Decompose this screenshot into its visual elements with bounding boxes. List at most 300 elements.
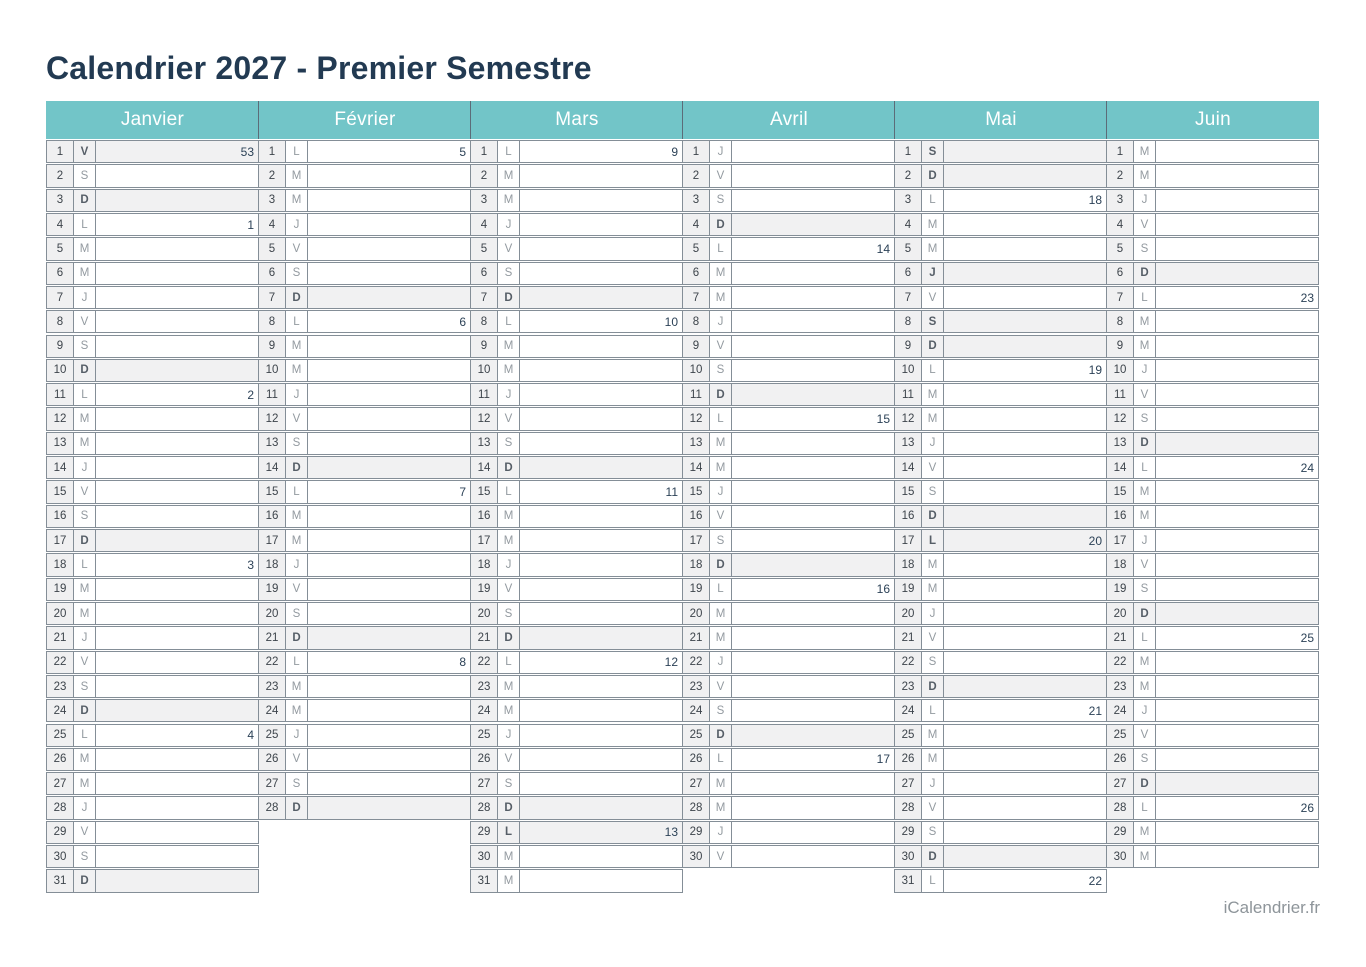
day-row bbox=[894, 262, 1107, 285]
day-letter-cell: M bbox=[922, 725, 944, 746]
day-note-cell bbox=[520, 870, 682, 891]
day-note-cell bbox=[308, 433, 470, 454]
day-note-cell bbox=[732, 822, 894, 843]
day-note-cell bbox=[520, 457, 682, 478]
day-letter-cell: V bbox=[922, 287, 944, 308]
month-header: Avril bbox=[682, 101, 895, 139]
day-number-cell: 8 bbox=[471, 311, 498, 332]
day-number-cell: 11 bbox=[47, 384, 74, 405]
day-row bbox=[1106, 748, 1319, 771]
day-row bbox=[682, 529, 895, 552]
day-number-cell: 28 bbox=[47, 797, 74, 818]
day-letter-cell: L bbox=[498, 481, 520, 502]
month-column-février bbox=[258, 101, 471, 821]
day-letter-cell: D bbox=[286, 797, 308, 818]
day-letter-cell: M bbox=[74, 773, 96, 794]
day-letter-cell: S bbox=[498, 773, 520, 794]
day-number-cell: 7 bbox=[259, 287, 286, 308]
day-number-cell: 5 bbox=[471, 238, 498, 259]
day-row bbox=[258, 796, 471, 819]
day-row bbox=[682, 237, 895, 260]
day-number-cell: 9 bbox=[1107, 336, 1134, 357]
day-letter-cell: M bbox=[286, 336, 308, 357]
day-number-cell: 14 bbox=[47, 457, 74, 478]
day-letter-cell: L bbox=[286, 481, 308, 502]
day-row bbox=[894, 213, 1107, 236]
day-number-cell: 10 bbox=[1107, 360, 1134, 381]
day-row bbox=[46, 213, 259, 236]
day-letter-cell: V bbox=[710, 846, 732, 867]
day-row bbox=[46, 529, 259, 552]
day-row bbox=[470, 578, 683, 601]
day-note-cell bbox=[308, 700, 470, 721]
day-row bbox=[46, 699, 259, 722]
day-letter-cell: M bbox=[710, 627, 732, 648]
day-number-cell: 30 bbox=[683, 846, 710, 867]
day-row bbox=[682, 262, 895, 285]
month-column-janvier bbox=[46, 101, 259, 894]
day-number-cell: 9 bbox=[47, 336, 74, 357]
day-row bbox=[894, 748, 1107, 771]
day-row bbox=[470, 869, 683, 892]
day-note-cell bbox=[944, 725, 1106, 746]
day-letter-cell: S bbox=[1134, 749, 1156, 770]
day-note-cell bbox=[520, 506, 682, 527]
day-letter-cell: M bbox=[498, 530, 520, 551]
day-number-cell: 16 bbox=[895, 506, 922, 527]
day-row bbox=[470, 237, 683, 260]
day-letter-cell: M bbox=[710, 263, 732, 284]
day-number-cell: 18 bbox=[47, 554, 74, 575]
month-header: Mai bbox=[894, 101, 1107, 139]
day-row bbox=[470, 651, 683, 674]
day-note-cell bbox=[308, 384, 470, 405]
month-header: Janvier bbox=[46, 101, 259, 139]
day-number-cell: 5 bbox=[683, 238, 710, 259]
day-row bbox=[682, 383, 895, 406]
day-row bbox=[682, 772, 895, 795]
day-note-cell bbox=[944, 457, 1106, 478]
day-number-cell: 21 bbox=[259, 627, 286, 648]
day-row bbox=[682, 140, 895, 163]
day-note-cell bbox=[308, 263, 470, 284]
day-number-cell: 6 bbox=[895, 263, 922, 284]
day-letter-cell: J bbox=[286, 725, 308, 746]
day-row bbox=[470, 286, 683, 309]
day-row bbox=[682, 189, 895, 212]
day-row bbox=[470, 505, 683, 528]
day-row bbox=[258, 140, 471, 163]
day-number-cell: 27 bbox=[471, 773, 498, 794]
day-row bbox=[46, 821, 259, 844]
day-note-cell bbox=[732, 481, 894, 502]
day-row bbox=[258, 480, 471, 503]
day-number-cell: 25 bbox=[259, 725, 286, 746]
day-letter-cell: M bbox=[710, 433, 732, 454]
day-letter-cell: D bbox=[498, 627, 520, 648]
day-number-cell: 10 bbox=[259, 360, 286, 381]
day-row bbox=[682, 845, 895, 868]
day-letter-cell: V bbox=[498, 408, 520, 429]
footer-brand: iCalendrier.fr bbox=[1223, 898, 1320, 917]
day-row bbox=[46, 748, 259, 771]
day-letter-cell: L bbox=[74, 554, 96, 575]
day-letter-cell: M bbox=[286, 506, 308, 527]
day-number-cell: 22 bbox=[259, 652, 286, 673]
day-number-cell: 28 bbox=[895, 797, 922, 818]
day-note-cell bbox=[732, 457, 894, 478]
day-letter-cell: S bbox=[922, 141, 944, 162]
day-letter-cell: L bbox=[286, 311, 308, 332]
day-number-cell: 9 bbox=[683, 336, 710, 357]
day-number-cell: 15 bbox=[47, 481, 74, 502]
week-number: 13 bbox=[664, 825, 678, 840]
day-row bbox=[258, 651, 471, 674]
day-number-cell: 27 bbox=[259, 773, 286, 794]
day-row bbox=[894, 821, 1107, 844]
day-row bbox=[894, 335, 1107, 358]
day-note-cell bbox=[520, 530, 682, 551]
day-number-cell: 1 bbox=[1107, 141, 1134, 162]
day-row bbox=[682, 724, 895, 747]
day-letter-cell: M bbox=[286, 190, 308, 211]
day-letter-cell: J bbox=[1134, 700, 1156, 721]
day-number-cell: 29 bbox=[47, 822, 74, 843]
day-row bbox=[46, 796, 259, 819]
day-row bbox=[470, 189, 683, 212]
day-letter-cell: S bbox=[286, 433, 308, 454]
week-number: 24 bbox=[1300, 460, 1314, 475]
day-number-cell: 8 bbox=[47, 311, 74, 332]
day-row bbox=[258, 724, 471, 747]
day-letter-cell: V bbox=[1134, 384, 1156, 405]
day-letter-cell: M bbox=[286, 165, 308, 186]
month-header: Juin bbox=[1106, 101, 1319, 139]
day-note-cell bbox=[1156, 773, 1318, 794]
day-note-cell bbox=[96, 360, 258, 381]
day-letter-cell: L bbox=[1134, 627, 1156, 648]
day-number-cell: 3 bbox=[683, 190, 710, 211]
day-number-cell: 4 bbox=[47, 214, 74, 235]
day-row bbox=[1106, 407, 1319, 430]
day-letter-cell: M bbox=[74, 263, 96, 284]
day-row bbox=[1106, 796, 1319, 819]
day-letter-cell: D bbox=[74, 360, 96, 381]
day-note-cell bbox=[96, 481, 258, 502]
day-letter-cell: D bbox=[710, 214, 732, 235]
week-number: 8 bbox=[459, 655, 466, 670]
day-letter-cell: J bbox=[498, 554, 520, 575]
day-note-cell bbox=[308, 408, 470, 429]
day-letter-cell: M bbox=[1134, 676, 1156, 697]
day-note-cell bbox=[520, 360, 682, 381]
day-letter-cell: M bbox=[286, 530, 308, 551]
day-letter-cell: J bbox=[498, 725, 520, 746]
day-row bbox=[470, 262, 683, 285]
day-number-cell: 14 bbox=[683, 457, 710, 478]
day-note-cell bbox=[732, 652, 894, 673]
day-number-cell: 9 bbox=[259, 336, 286, 357]
day-row bbox=[46, 578, 259, 601]
day-note-cell bbox=[732, 287, 894, 308]
day-number-cell: 11 bbox=[471, 384, 498, 405]
day-letter-cell: D bbox=[922, 676, 944, 697]
day-row bbox=[470, 845, 683, 868]
day-number-cell: 1 bbox=[683, 141, 710, 162]
day-number-cell: 30 bbox=[47, 846, 74, 867]
day-number-cell: 26 bbox=[471, 749, 498, 770]
day-note-cell bbox=[520, 797, 682, 818]
month-column-mars bbox=[470, 101, 683, 894]
day-number-cell: 11 bbox=[895, 384, 922, 405]
day-letter-cell: S bbox=[710, 530, 732, 551]
day-note-cell bbox=[944, 384, 1106, 405]
day-number-cell: 17 bbox=[895, 530, 922, 551]
day-letter-cell: J bbox=[286, 384, 308, 405]
day-note-cell bbox=[96, 238, 258, 259]
day-note-cell bbox=[1156, 263, 1318, 284]
day-note-cell bbox=[96, 676, 258, 697]
day-number-cell: 23 bbox=[683, 676, 710, 697]
day-letter-cell: M bbox=[74, 433, 96, 454]
day-number-cell: 3 bbox=[895, 190, 922, 211]
day-letter-cell: M bbox=[922, 749, 944, 770]
day-row bbox=[894, 164, 1107, 187]
day-row bbox=[470, 164, 683, 187]
day-row bbox=[894, 699, 1107, 722]
day-number-cell: 20 bbox=[683, 603, 710, 624]
day-letter-cell: L bbox=[498, 141, 520, 162]
day-number-cell: 6 bbox=[259, 263, 286, 284]
day-row bbox=[46, 262, 259, 285]
day-letter-cell: V bbox=[710, 676, 732, 697]
day-number-cell: 19 bbox=[1107, 579, 1134, 600]
day-row bbox=[470, 602, 683, 625]
day-row bbox=[1106, 480, 1319, 503]
day-letter-cell: M bbox=[1134, 846, 1156, 867]
day-row bbox=[1106, 262, 1319, 285]
day-number-cell: 12 bbox=[895, 408, 922, 429]
day-number-cell: 7 bbox=[895, 287, 922, 308]
day-row bbox=[470, 699, 683, 722]
day-letter-cell: M bbox=[498, 165, 520, 186]
day-number-cell: 12 bbox=[471, 408, 498, 429]
day-letter-cell: S bbox=[74, 846, 96, 867]
day-letter-cell: M bbox=[922, 579, 944, 600]
day-note-cell bbox=[1156, 408, 1318, 429]
day-note-cell bbox=[96, 311, 258, 332]
day-row bbox=[1106, 310, 1319, 333]
day-note-cell bbox=[308, 506, 470, 527]
day-note-cell bbox=[1156, 238, 1318, 259]
day-note-cell bbox=[520, 433, 682, 454]
day-letter-cell: L bbox=[286, 141, 308, 162]
day-row bbox=[46, 602, 259, 625]
week-number: 2 bbox=[247, 387, 254, 402]
day-letter-cell: D bbox=[74, 870, 96, 891]
day-letter-cell: D bbox=[498, 457, 520, 478]
day-note-cell bbox=[944, 408, 1106, 429]
day-number-cell: 26 bbox=[1107, 749, 1134, 770]
day-note-cell bbox=[520, 336, 682, 357]
day-letter-cell: M bbox=[1134, 822, 1156, 843]
day-row bbox=[682, 164, 895, 187]
day-letter-cell: J bbox=[922, 773, 944, 794]
day-note-cell bbox=[732, 603, 894, 624]
day-number-cell: 24 bbox=[259, 700, 286, 721]
day-row bbox=[682, 553, 895, 576]
day-number-cell: 29 bbox=[1107, 822, 1134, 843]
day-number-cell: 16 bbox=[683, 506, 710, 527]
day-number-cell: 20 bbox=[1107, 603, 1134, 624]
day-number-cell: 12 bbox=[47, 408, 74, 429]
day-note-cell bbox=[308, 749, 470, 770]
day-row bbox=[682, 407, 895, 430]
day-note-cell bbox=[96, 530, 258, 551]
day-number-cell: 13 bbox=[895, 433, 922, 454]
day-note-cell bbox=[1156, 384, 1318, 405]
day-note-cell bbox=[520, 773, 682, 794]
day-row bbox=[470, 383, 683, 406]
day-row bbox=[46, 237, 259, 260]
day-number-cell: 21 bbox=[47, 627, 74, 648]
day-number-cell: 14 bbox=[895, 457, 922, 478]
day-note-cell bbox=[96, 457, 258, 478]
day-row bbox=[1106, 821, 1319, 844]
day-number-cell: 23 bbox=[895, 676, 922, 697]
day-letter-cell: L bbox=[922, 530, 944, 551]
day-number-cell: 24 bbox=[1107, 700, 1134, 721]
day-letter-cell: J bbox=[74, 797, 96, 818]
day-number-cell: 2 bbox=[471, 165, 498, 186]
day-note-cell bbox=[520, 725, 682, 746]
day-note-cell bbox=[944, 263, 1106, 284]
day-number-cell: 25 bbox=[895, 725, 922, 746]
day-number-cell: 18 bbox=[683, 554, 710, 575]
day-note-cell bbox=[944, 603, 1106, 624]
day-letter-cell: M bbox=[922, 408, 944, 429]
day-row bbox=[894, 456, 1107, 479]
day-letter-cell: M bbox=[1134, 165, 1156, 186]
day-letter-cell: D bbox=[710, 554, 732, 575]
day-number-cell: 30 bbox=[1107, 846, 1134, 867]
day-row bbox=[682, 310, 895, 333]
week-number: 53 bbox=[240, 144, 254, 159]
day-letter-cell: D bbox=[74, 700, 96, 721]
day-note-cell bbox=[944, 579, 1106, 600]
day-number-cell: 8 bbox=[683, 311, 710, 332]
day-note-cell bbox=[96, 846, 258, 867]
day-number-cell: 15 bbox=[471, 481, 498, 502]
day-row bbox=[894, 772, 1107, 795]
day-number-cell: 31 bbox=[47, 870, 74, 891]
day-row bbox=[258, 626, 471, 649]
day-letter-cell: S bbox=[74, 676, 96, 697]
day-note-cell bbox=[732, 433, 894, 454]
day-letter-cell: L bbox=[1134, 287, 1156, 308]
day-letter-cell: S bbox=[498, 603, 520, 624]
day-letter-cell: J bbox=[286, 554, 308, 575]
day-note-cell bbox=[308, 797, 470, 818]
day-row bbox=[1106, 140, 1319, 163]
day-note-cell bbox=[732, 190, 894, 211]
day-row bbox=[46, 626, 259, 649]
day-number-cell: 26 bbox=[895, 749, 922, 770]
day-note-cell bbox=[96, 822, 258, 843]
day-letter-cell: L bbox=[1134, 797, 1156, 818]
day-note-cell bbox=[1156, 214, 1318, 235]
day-row bbox=[258, 164, 471, 187]
day-row bbox=[46, 407, 259, 430]
day-number-cell: 16 bbox=[47, 506, 74, 527]
day-letter-cell: J bbox=[710, 822, 732, 843]
day-note-cell bbox=[520, 287, 682, 308]
day-letter-cell: S bbox=[922, 311, 944, 332]
day-row bbox=[46, 869, 259, 892]
day-letter-cell: J bbox=[1134, 360, 1156, 381]
day-row bbox=[258, 529, 471, 552]
day-row bbox=[258, 310, 471, 333]
day-letter-cell: M bbox=[1134, 141, 1156, 162]
day-row bbox=[682, 602, 895, 625]
day-number-cell: 8 bbox=[895, 311, 922, 332]
day-note-cell bbox=[732, 725, 894, 746]
day-number-cell: 17 bbox=[47, 530, 74, 551]
day-row bbox=[470, 553, 683, 576]
week-number: 5 bbox=[459, 144, 466, 159]
month-header: Mars bbox=[470, 101, 683, 139]
day-letter-cell: V bbox=[286, 579, 308, 600]
day-letter-cell: M bbox=[74, 749, 96, 770]
day-note-cell bbox=[520, 554, 682, 575]
day-row bbox=[894, 383, 1107, 406]
day-number-cell: 7 bbox=[47, 287, 74, 308]
day-note-cell bbox=[732, 336, 894, 357]
day-row bbox=[894, 553, 1107, 576]
day-note-cell bbox=[944, 238, 1106, 259]
day-number-cell: 10 bbox=[895, 360, 922, 381]
day-letter-cell: J bbox=[74, 457, 96, 478]
month-header: Février bbox=[258, 101, 471, 139]
day-letter-cell: V bbox=[74, 481, 96, 502]
day-row bbox=[1106, 432, 1319, 455]
day-number-cell: 17 bbox=[1107, 530, 1134, 551]
day-note-cell bbox=[308, 627, 470, 648]
day-letter-cell: L bbox=[498, 311, 520, 332]
day-row bbox=[470, 796, 683, 819]
day-number-cell: 13 bbox=[471, 433, 498, 454]
day-letter-cell: D bbox=[1134, 603, 1156, 624]
day-number-cell: 19 bbox=[471, 579, 498, 600]
day-letter-cell: V bbox=[710, 165, 732, 186]
day-row bbox=[470, 724, 683, 747]
day-row bbox=[46, 310, 259, 333]
day-letter-cell: M bbox=[286, 700, 308, 721]
day-note-cell bbox=[1156, 360, 1318, 381]
day-note-cell bbox=[520, 190, 682, 211]
day-row bbox=[470, 407, 683, 430]
day-number-cell: 7 bbox=[1107, 287, 1134, 308]
day-letter-cell: J bbox=[922, 263, 944, 284]
day-letter-cell: V bbox=[498, 749, 520, 770]
week-number: 20 bbox=[1088, 533, 1102, 548]
day-letter-cell: S bbox=[922, 652, 944, 673]
day-note-cell bbox=[944, 481, 1106, 502]
day-number-cell: 7 bbox=[683, 287, 710, 308]
day-row bbox=[682, 480, 895, 503]
day-number-cell: 12 bbox=[1107, 408, 1134, 429]
day-number-cell: 2 bbox=[683, 165, 710, 186]
